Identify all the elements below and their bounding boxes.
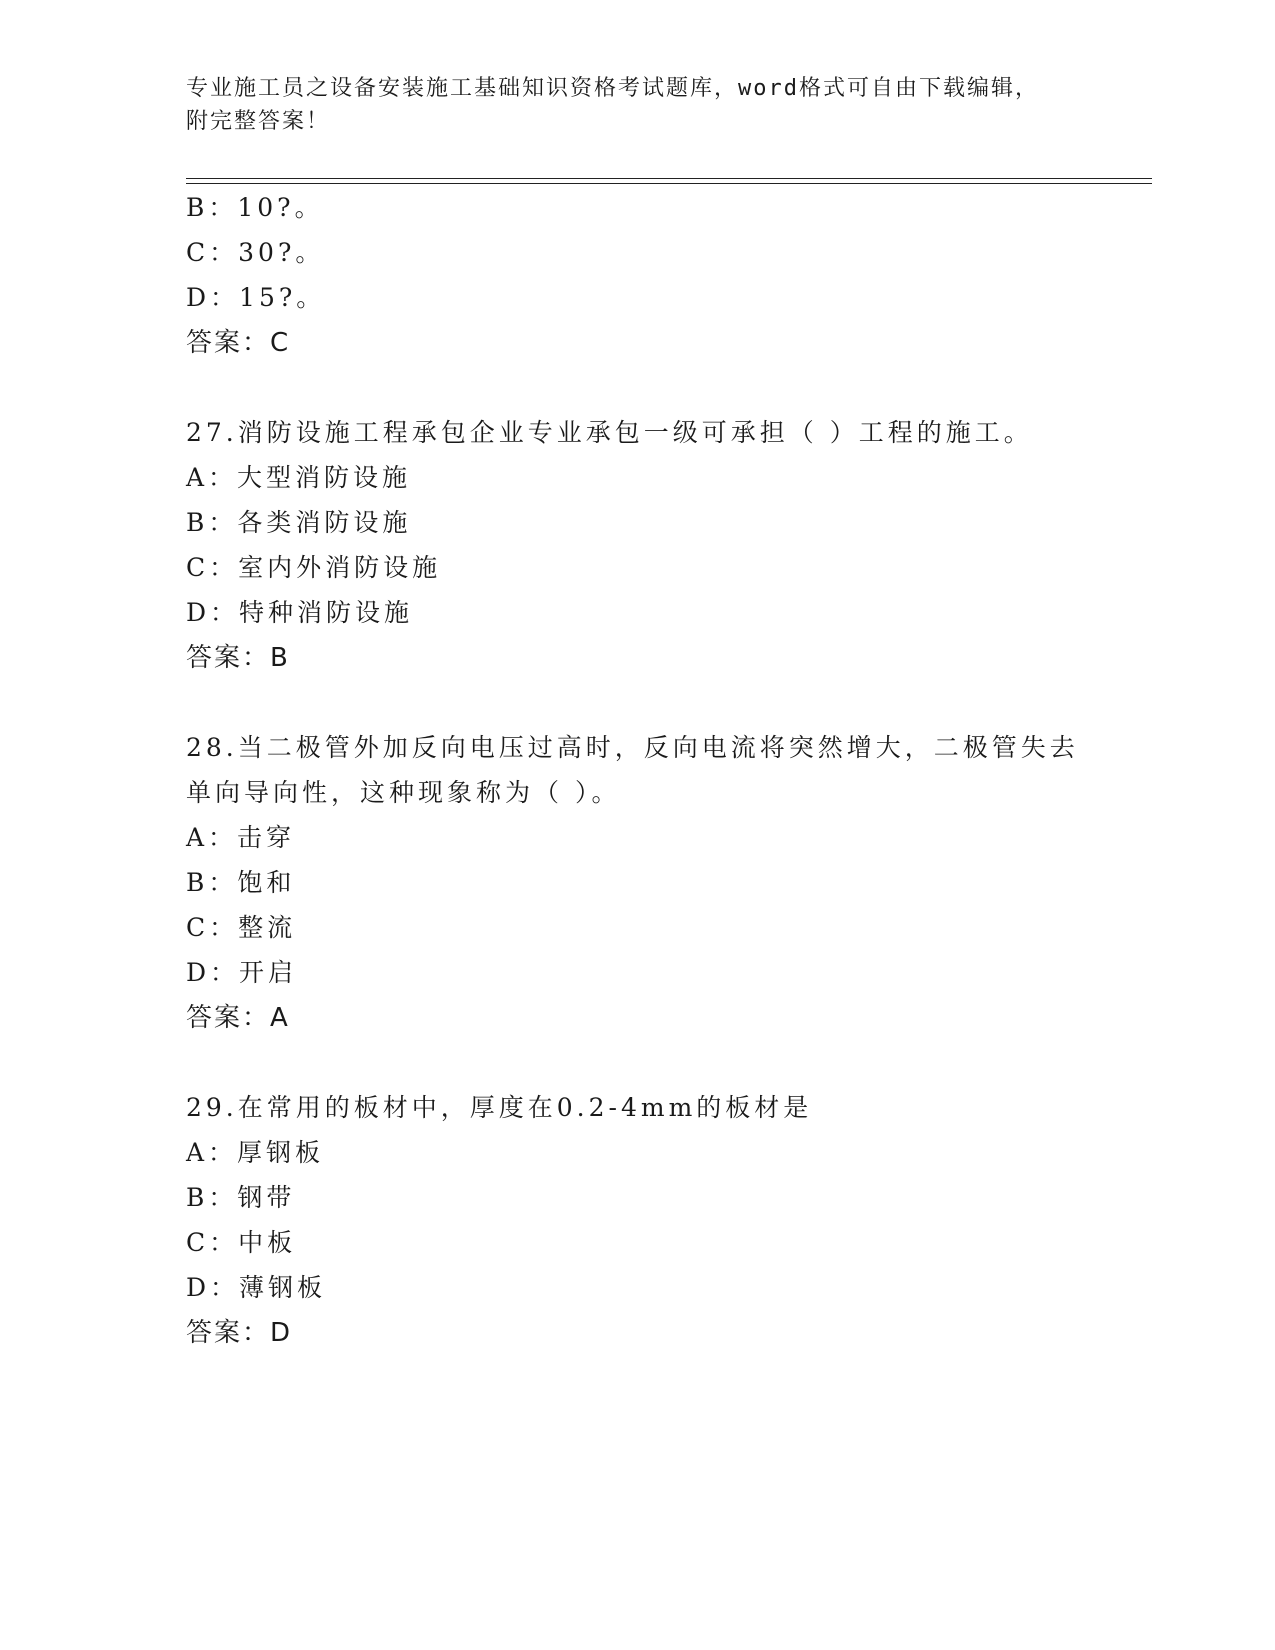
q29-option-d: D：薄钢板 xyxy=(186,1273,327,1302)
q27-option-d: D：特种消防设施 xyxy=(186,598,414,627)
q28-stem-line-2: 单向导向性，这种现象称为（ ）。 xyxy=(186,778,621,807)
q28-option-b: B：饱和 xyxy=(186,868,296,897)
q28-option-a: A：击穿 xyxy=(186,823,296,852)
q27-stem: 27.消防设施工程承包企业专业承包一级可承担（ ）工程的施工。 xyxy=(186,418,1033,447)
header-divider-bottom xyxy=(186,183,1152,184)
q28-stem-line-1: 28.当二极管外加反向电压过高时，反向电流将突然增大，二极管失去 xyxy=(186,733,1079,762)
q28-option-c: C：整流 xyxy=(186,913,297,942)
q28-option-d: D：开启 xyxy=(186,958,298,987)
prev-option-b: B：10?。 xyxy=(186,193,324,222)
q29-option-b: B：钢带 xyxy=(186,1183,296,1212)
q29-option-c: C：中板 xyxy=(186,1228,297,1257)
q29-answer: 答案：D xyxy=(186,1318,293,1348)
q28-answer: 答案：A xyxy=(186,1003,290,1033)
prev-answer: 答案：C xyxy=(186,328,291,358)
prev-option-d: D：15?。 xyxy=(186,283,326,312)
q27-option-b: B：各类消防设施 xyxy=(186,508,412,537)
q29-stem: 29.在常用的板材中，厚度在0.2-4mm的板材是 xyxy=(186,1093,813,1122)
q27-answer: 答案：B xyxy=(186,643,290,673)
q27-option-c: C：室内外消防设施 xyxy=(186,553,442,582)
prev-option-c: C：30?。 xyxy=(186,238,325,267)
q27-option-a: A：大型消防设施 xyxy=(186,463,412,492)
header-line-1: 专业施工员之设备安装施工基础知识资格考试题库，word格式可自由下载编辑， xyxy=(186,76,1039,101)
header-divider-top xyxy=(186,178,1152,179)
header-line-2: 附完整答案！ xyxy=(186,109,331,134)
document-header xyxy=(186,72,1086,138)
q29-option-a: A：厚钢板 xyxy=(186,1138,325,1167)
